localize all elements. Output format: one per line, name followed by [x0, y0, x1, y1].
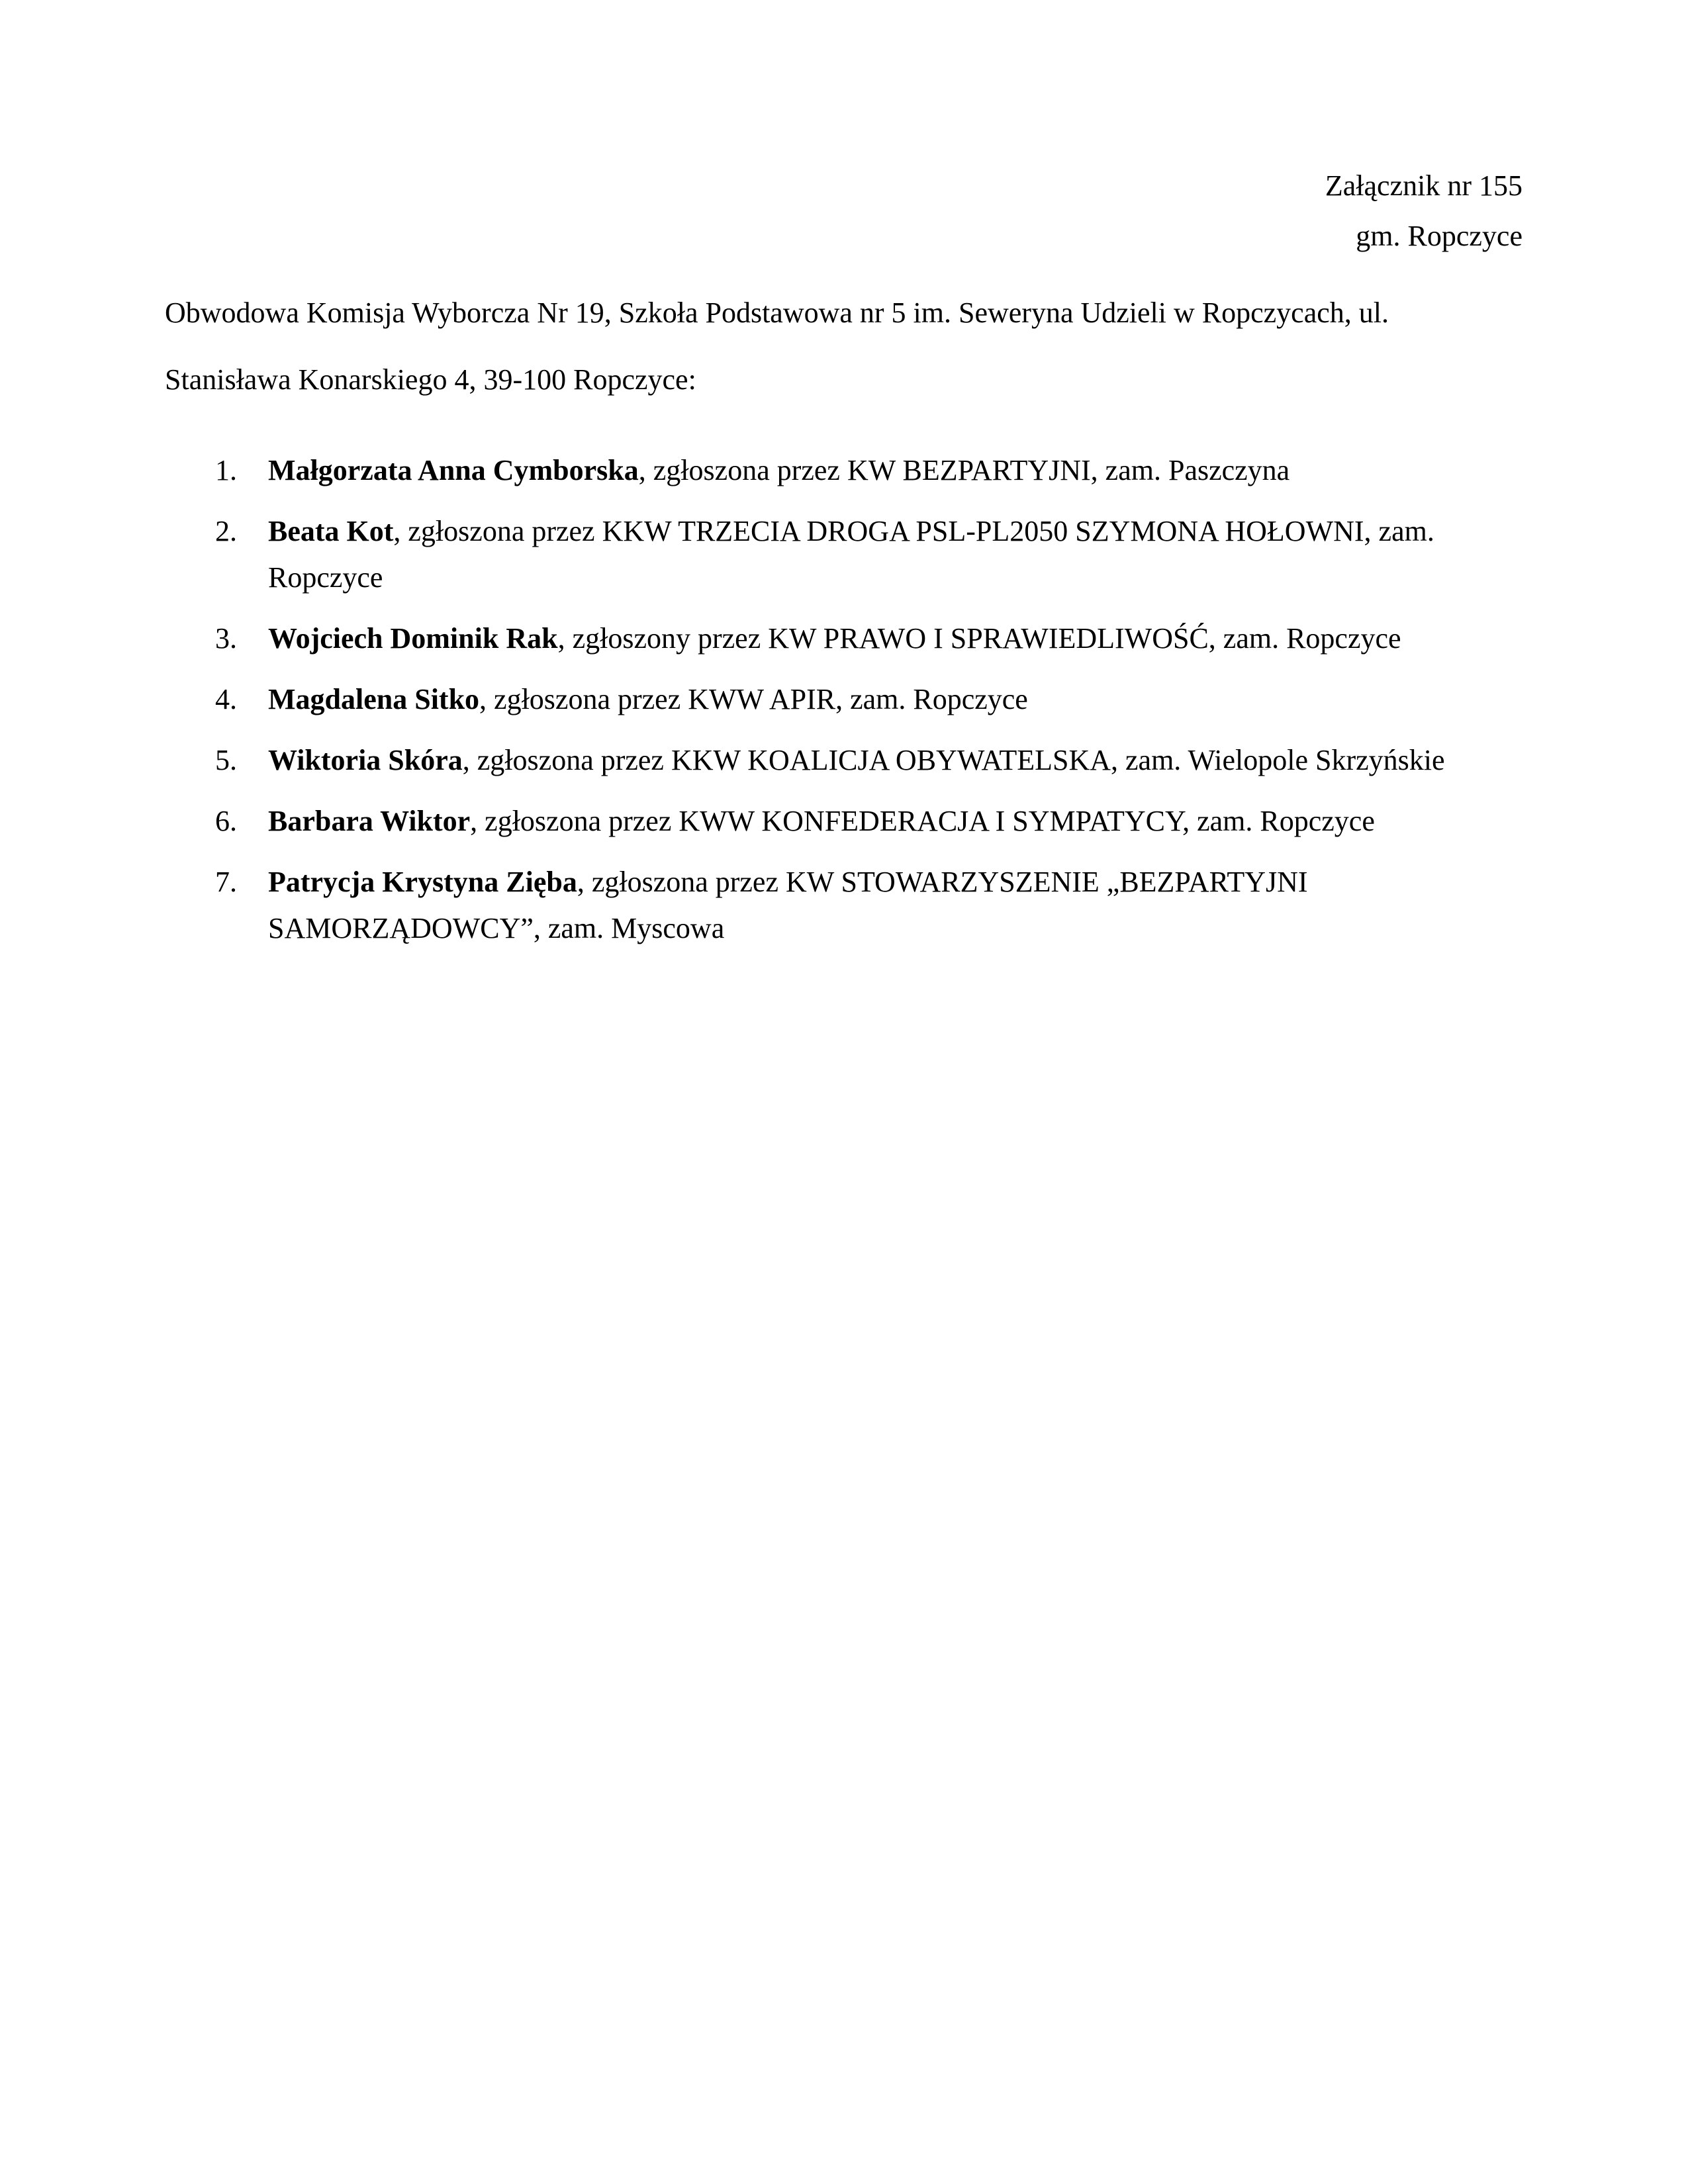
member-name: Wiktoria Skóra — [268, 744, 463, 776]
member-details: , zgłoszona przez KKW KOALICJA OBYWATELSKA, zam. Wielopole Skrzyńskie — [462, 744, 1445, 776]
member-item — [165, 447, 1528, 494]
member-name: Patrycja Krystyna Zięba — [268, 866, 577, 898]
member-name: Beata Kot — [268, 515, 394, 547]
member-number: 3. — [215, 622, 237, 655]
member-number: 5. — [215, 744, 237, 776]
commission-members-list — [165, 447, 1528, 966]
commission-description: Obwodowa Komisja Wyborcza Nr 19, Szkoła Podstawowa nr 5 im. Seweryna Udzieli w Ropczycach, ul. Stanisława Konarskiego 4, 39-100 Ropczyce: — [165, 296, 1389, 396]
member-number: 7. — [215, 866, 237, 898]
member-details: , zgłoszona przez KWW KONFEDERACJA I SYMPATYCY, zam. Ropczyce — [470, 805, 1375, 837]
member-details: , zgłoszona przez KKW TRZECIA DROGA PSL-PL2050 SZYMONA HOŁOWNI, zam. Ropczyce — [268, 515, 1434, 594]
member-item — [165, 508, 1528, 601]
attachment-header — [1325, 161, 1523, 261]
member-details: , zgłoszona przez KW BEZPARTYJNI, zam. Paszczyna — [638, 454, 1290, 486]
member-name: Małgorzata Anna Cymborska — [268, 454, 639, 486]
member-item — [165, 798, 1528, 844]
member-item — [165, 615, 1528, 662]
member-name: Magdalena Sitko — [268, 683, 480, 715]
member-number: 4. — [215, 683, 237, 715]
member-item — [165, 859, 1528, 952]
member-number: 6. — [215, 805, 237, 837]
member-details: , zgłoszony przez KW PRAWO I SPRAWIEDLIWOŚĆ, zam. Ropczyce — [557, 622, 1401, 655]
member-name: Barbara Wiktor — [268, 805, 471, 837]
member-number: 2. — [215, 515, 237, 547]
member-name: Wojciech Dominik Rak — [268, 622, 558, 655]
member-item — [165, 737, 1528, 784]
member-item — [165, 676, 1528, 723]
attachment-number: Załącznik nr 155 — [1325, 169, 1523, 202]
member-number: 1. — [215, 454, 237, 486]
member-details: , zgłoszona przez KW STOWARZYSZENIE „BEZPARTYJNI SAMORZĄDOWCY”, zam. Myscowa — [268, 866, 1308, 944]
municipality-name: gm. Ropczyce — [1356, 220, 1523, 252]
member-details: , zgłoszona przez KWW APIR, zam. Ropczyce — [479, 683, 1028, 715]
